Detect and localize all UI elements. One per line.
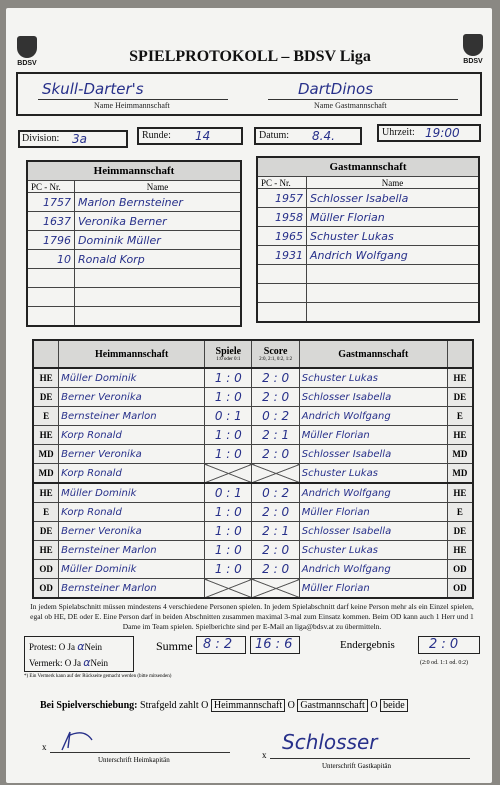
- guest-roster: [256, 156, 480, 323]
- score-header: Score 2:0, 2:1, 0:2, 1:2: [252, 340, 299, 368]
- option-beide[interactable]: beide: [380, 699, 408, 712]
- match-type-code: E: [33, 503, 59, 522]
- match-score[interactable]: 2 : 0: [252, 368, 299, 388]
- match-guest-player[interactable]: Müller Florian: [299, 579, 447, 599]
- match-guest-player[interactable]: Schlosser Isabella: [299, 522, 447, 541]
- match-spiele[interactable]: 1 : 0: [205, 388, 252, 407]
- match-type-code: HE: [33, 368, 59, 388]
- match-home-player[interactable]: Müller Dominik: [59, 560, 205, 579]
- match-type-code: OD: [33, 560, 59, 579]
- match-guest-player[interactable]: Andrich Wolfgang: [299, 407, 447, 426]
- guest-player-cell[interactable]: Müller Florian: [307, 208, 480, 227]
- home-player-cell[interactable]: [75, 269, 242, 288]
- vermerk-note: *) Ein Vermerk kann auf der Rückseite gemacht werden (bitte mitsenden): [24, 674, 172, 679]
- match-home-player[interactable]: Bernsteiner Marlon: [59, 407, 205, 426]
- summe-spiele[interactable]: 8 : 2: [196, 636, 246, 654]
- match-guest-player[interactable]: Schuster Lukas: [299, 541, 447, 560]
- match-type-code: HE: [33, 541, 59, 560]
- match-home-player[interactable]: Berner Veronika: [59, 445, 205, 464]
- guest-signature[interactable]: Schlosser: [282, 730, 378, 754]
- endergebnis-note: (2:0 od. 1:1 od. 0:2): [420, 660, 468, 666]
- match-spiele[interactable]: [205, 579, 252, 599]
- home-pc-cell[interactable]: [27, 269, 75, 288]
- guest-roster-row: [257, 303, 479, 323]
- match-row: [33, 388, 473, 407]
- match-guest-player[interactable]: Schuster Lukas: [299, 368, 447, 388]
- guest-team-name[interactable]: DartDinos: [298, 80, 374, 98]
- match-spiele[interactable]: 1 : 0: [205, 368, 252, 388]
- summe-label: Summe: [156, 639, 193, 653]
- home-roster-title: Heimmannschaft: [27, 161, 241, 181]
- spiele-header: Spiele 1:0 oder 0:1: [205, 340, 252, 368]
- match-type-code-right: HE: [447, 483, 473, 503]
- match-row: [33, 503, 473, 522]
- summe-score[interactable]: 16 : 6: [250, 636, 300, 654]
- match-type-code-right: E: [447, 503, 473, 522]
- match-score[interactable]: 0 : 2: [252, 407, 299, 426]
- home-roster-row: [27, 193, 241, 212]
- match-spiele[interactable]: 1 : 0: [205, 426, 252, 445]
- matches-home-header: Heimmannschaft: [59, 340, 205, 368]
- home-player-cell[interactable]: [75, 288, 242, 307]
- guest-player-cell[interactable]: Andrich Wolfgang: [307, 246, 480, 265]
- match-score[interactable]: 2 : 0: [252, 445, 299, 464]
- guest-pc-cell[interactable]: 1957: [257, 189, 307, 208]
- guest-player-cell[interactable]: Schlosser Isabella: [307, 189, 480, 208]
- match-home-player[interactable]: Berner Veronika: [59, 522, 205, 541]
- endergebnis-label: Endergebnis: [340, 639, 395, 651]
- datum-field[interactable]: Datum: 8.4.: [254, 127, 362, 145]
- home-roster-row: [27, 269, 241, 288]
- match-row: [33, 445, 473, 464]
- runde-field[interactable]: Runde: 14: [137, 127, 243, 145]
- match-score[interactable]: 2 : 0: [252, 388, 299, 407]
- guest-player-cell[interactable]: [307, 303, 480, 323]
- match-type-code-right: OD: [447, 560, 473, 579]
- guest-roster-row: [257, 246, 479, 265]
- home-player-cell[interactable]: [75, 307, 242, 327]
- home-roster-row: [27, 307, 241, 327]
- guest-pc-cell[interactable]: [257, 284, 307, 303]
- home-roster-row: [27, 250, 241, 269]
- match-spiele[interactable]: 1 : 0: [205, 445, 252, 464]
- match-type-code: MD: [33, 464, 59, 484]
- guest-pc-cell[interactable]: 1931: [257, 246, 307, 265]
- match-type-code: MD: [33, 445, 59, 464]
- option-gastmannschaft[interactable]: Gastmannschaft: [297, 699, 367, 712]
- guest-pc-cell[interactable]: [257, 265, 307, 284]
- uhrzeit-field[interactable]: Uhrzeit: 19:00: [377, 124, 481, 142]
- match-spiele[interactable]: 0 : 1: [205, 483, 252, 503]
- match-row: [33, 426, 473, 445]
- match-home-player[interactable]: Bernsteiner Marlon: [59, 579, 205, 599]
- match-home-player[interactable]: Korp Ronald: [59, 503, 205, 522]
- match-type-code-right: HE: [447, 426, 473, 445]
- match-type-code: E: [33, 407, 59, 426]
- guest-pc-cell[interactable]: 1958: [257, 208, 307, 227]
- match-home-player[interactable]: Berner Veronika: [59, 388, 205, 407]
- home-signature-label: Unterschrift Heimkapitän: [98, 756, 170, 764]
- match-spiele[interactable]: 1 : 0: [205, 522, 252, 541]
- match-score[interactable]: [252, 464, 299, 484]
- matches-section: [32, 339, 474, 599]
- home-player-cell[interactable]: Veronika Berner: [75, 212, 242, 231]
- guest-signature-x: x: [262, 750, 267, 760]
- match-row: [33, 407, 473, 426]
- match-type-code: HE: [33, 426, 59, 445]
- protest-row[interactable]: Protest: O Ja αNein: [29, 640, 103, 653]
- home-player-cell[interactable]: Ronald Korp: [75, 250, 242, 269]
- home-pc-cell[interactable]: 1796: [27, 231, 75, 250]
- match-score[interactable]: 2 : 1: [252, 522, 299, 541]
- match-score[interactable]: 0 : 2: [252, 483, 299, 503]
- match-type-code-right: OD: [447, 579, 473, 599]
- guest-pc-cell[interactable]: [257, 303, 307, 323]
- match-guest-player[interactable]: Andrich Wolfgang: [299, 560, 447, 579]
- match-guest-player[interactable]: Andrich Wolfgang: [299, 483, 447, 503]
- guest-roster-row: [257, 189, 479, 208]
- guest-roster-row: [257, 208, 479, 227]
- match-spiele[interactable]: 1 : 0: [205, 541, 252, 560]
- match-type-code-right: MD: [447, 464, 473, 484]
- home-player-cell[interactable]: Marlon Bernsteiner: [75, 193, 242, 212]
- match-home-player[interactable]: Müller Dominik: [59, 368, 205, 388]
- guest-pc-header: PC - Nr.: [257, 177, 307, 189]
- home-team-name[interactable]: Skull-Darter's: [42, 80, 144, 98]
- match-home-player[interactable]: Korp Ronald: [59, 426, 205, 445]
- home-name-header: Name: [75, 181, 242, 193]
- match-row: [33, 464, 473, 484]
- match-type-code-right: DE: [447, 388, 473, 407]
- bdsv-logo-left: BDSV: [14, 36, 40, 70]
- match-spiele[interactable]: [205, 464, 252, 484]
- match-score[interactable]: 2 : 1: [252, 426, 299, 445]
- home-team-label: Name Heimmannschaft: [94, 101, 170, 110]
- home-pc-header: PC - Nr.: [27, 181, 75, 193]
- match-row: [33, 541, 473, 560]
- match-spiele[interactable]: 1 : 0: [205, 560, 252, 579]
- match-score[interactable]: 2 : 0: [252, 560, 299, 579]
- guest-pc-cell[interactable]: 1965: [257, 227, 307, 246]
- guest-roster-row: [257, 265, 479, 284]
- guest-signature-label: Unterschrift Gastkapitän: [322, 762, 392, 770]
- division-field[interactable]: Division: 3a: [18, 130, 128, 148]
- home-roster: [26, 160, 242, 327]
- home-pc-cell[interactable]: [27, 288, 75, 307]
- match-guest-player[interactable]: Schlosser Isabella: [299, 388, 447, 407]
- option-heimmannschaft[interactable]: Heimmannschaft: [211, 699, 285, 712]
- match-row: [33, 368, 473, 388]
- home-roster-row: [27, 288, 241, 307]
- guest-player-cell[interactable]: Schuster Lukas: [307, 227, 480, 246]
- match-row: [33, 522, 473, 541]
- match-home-player[interactable]: Bernsteiner Marlon: [59, 541, 205, 560]
- protest-vermerk-box: [24, 636, 134, 672]
- guest-roster-row: [257, 284, 479, 303]
- guest-roster-row: [257, 227, 479, 246]
- match-home-player[interactable]: Korp Ronald: [59, 464, 205, 484]
- match-spiele[interactable]: 1 : 0: [205, 503, 252, 522]
- home-signature-x: x: [42, 742, 47, 752]
- team-names-box: [16, 72, 482, 116]
- match-row: [33, 560, 473, 579]
- guest-roster-title: Gastmannschaft: [257, 157, 479, 177]
- match-type-code: DE: [33, 388, 59, 407]
- guest-name-header: Name: [307, 177, 480, 189]
- match-score[interactable]: [252, 579, 299, 599]
- match-row: [33, 483, 473, 503]
- verschiebung-row: Bei Spielverschiebung: Strafgeld zahlt O Heimmannschaft O Gastmannschaft O beide: [40, 700, 408, 711]
- match-spiele[interactable]: 0 : 1: [205, 407, 252, 426]
- rules-text: In jedem Spielabschnitt müssen mindestens 4 verschiedene Personen spielen. In jedem Spielabschnitt darf keine Person mehr als ein Einzel spielen, egal ob HE, DE oder E. Eine Person darf in beiden Abschnitten zusammen maximal 3-mal zum Einsatz kommen. Beim OD kann auch 1 Herr und 1 Dame im Team spielen. Spielberichte sind per E-Mail an liga@bdsv.at zu übermitteln.: [30, 602, 474, 631]
- guest-team-label: Name Gastmannschaft: [314, 101, 387, 110]
- home-pc-cell[interactable]: [27, 307, 75, 327]
- match-guest-player[interactable]: Müller Florian: [299, 426, 447, 445]
- guest-player-cell[interactable]: [307, 284, 480, 303]
- match-type-code-right: HE: [447, 541, 473, 560]
- match-type-code-right: HE: [447, 368, 473, 388]
- match-type-code: DE: [33, 522, 59, 541]
- match-score[interactable]: 2 : 0: [252, 503, 299, 522]
- match-type-code: OD: [33, 579, 59, 599]
- match-type-code-right: DE: [447, 522, 473, 541]
- bdsv-logo-right: BDSV: [460, 34, 486, 68]
- match-guest-player[interactable]: Müller Florian: [299, 503, 447, 522]
- home-pc-cell[interactable]: 1637: [27, 212, 75, 231]
- matches-guest-header: Gastmannschaft: [299, 340, 447, 368]
- match-type-code: HE: [33, 483, 59, 503]
- home-pc-cell[interactable]: 1757: [27, 193, 75, 212]
- match-guest-player[interactable]: Schuster Lukas: [299, 464, 447, 484]
- home-roster-row: [27, 212, 241, 231]
- page-title: SPIELPROTOKOLL – BDSV Liga: [129, 48, 371, 65]
- endergebnis-value[interactable]: 2 : 0: [418, 636, 480, 654]
- match-row: [33, 579, 473, 599]
- vermerk-row[interactable]: Vermerk: O Ja αNein: [29, 656, 109, 669]
- match-guest-player[interactable]: Schlosser Isabella: [299, 445, 447, 464]
- home-pc-cell[interactable]: 10: [27, 250, 75, 269]
- match-score[interactable]: 2 : 0: [252, 541, 299, 560]
- home-roster-row: [27, 231, 241, 250]
- match-type-code-right: MD: [447, 445, 473, 464]
- home-player-cell[interactable]: Dominik Müller: [75, 231, 242, 250]
- match-type-code-right: E: [447, 407, 473, 426]
- match-home-player[interactable]: Müller Dominik: [59, 483, 205, 503]
- guest-player-cell[interactable]: [307, 265, 480, 284]
